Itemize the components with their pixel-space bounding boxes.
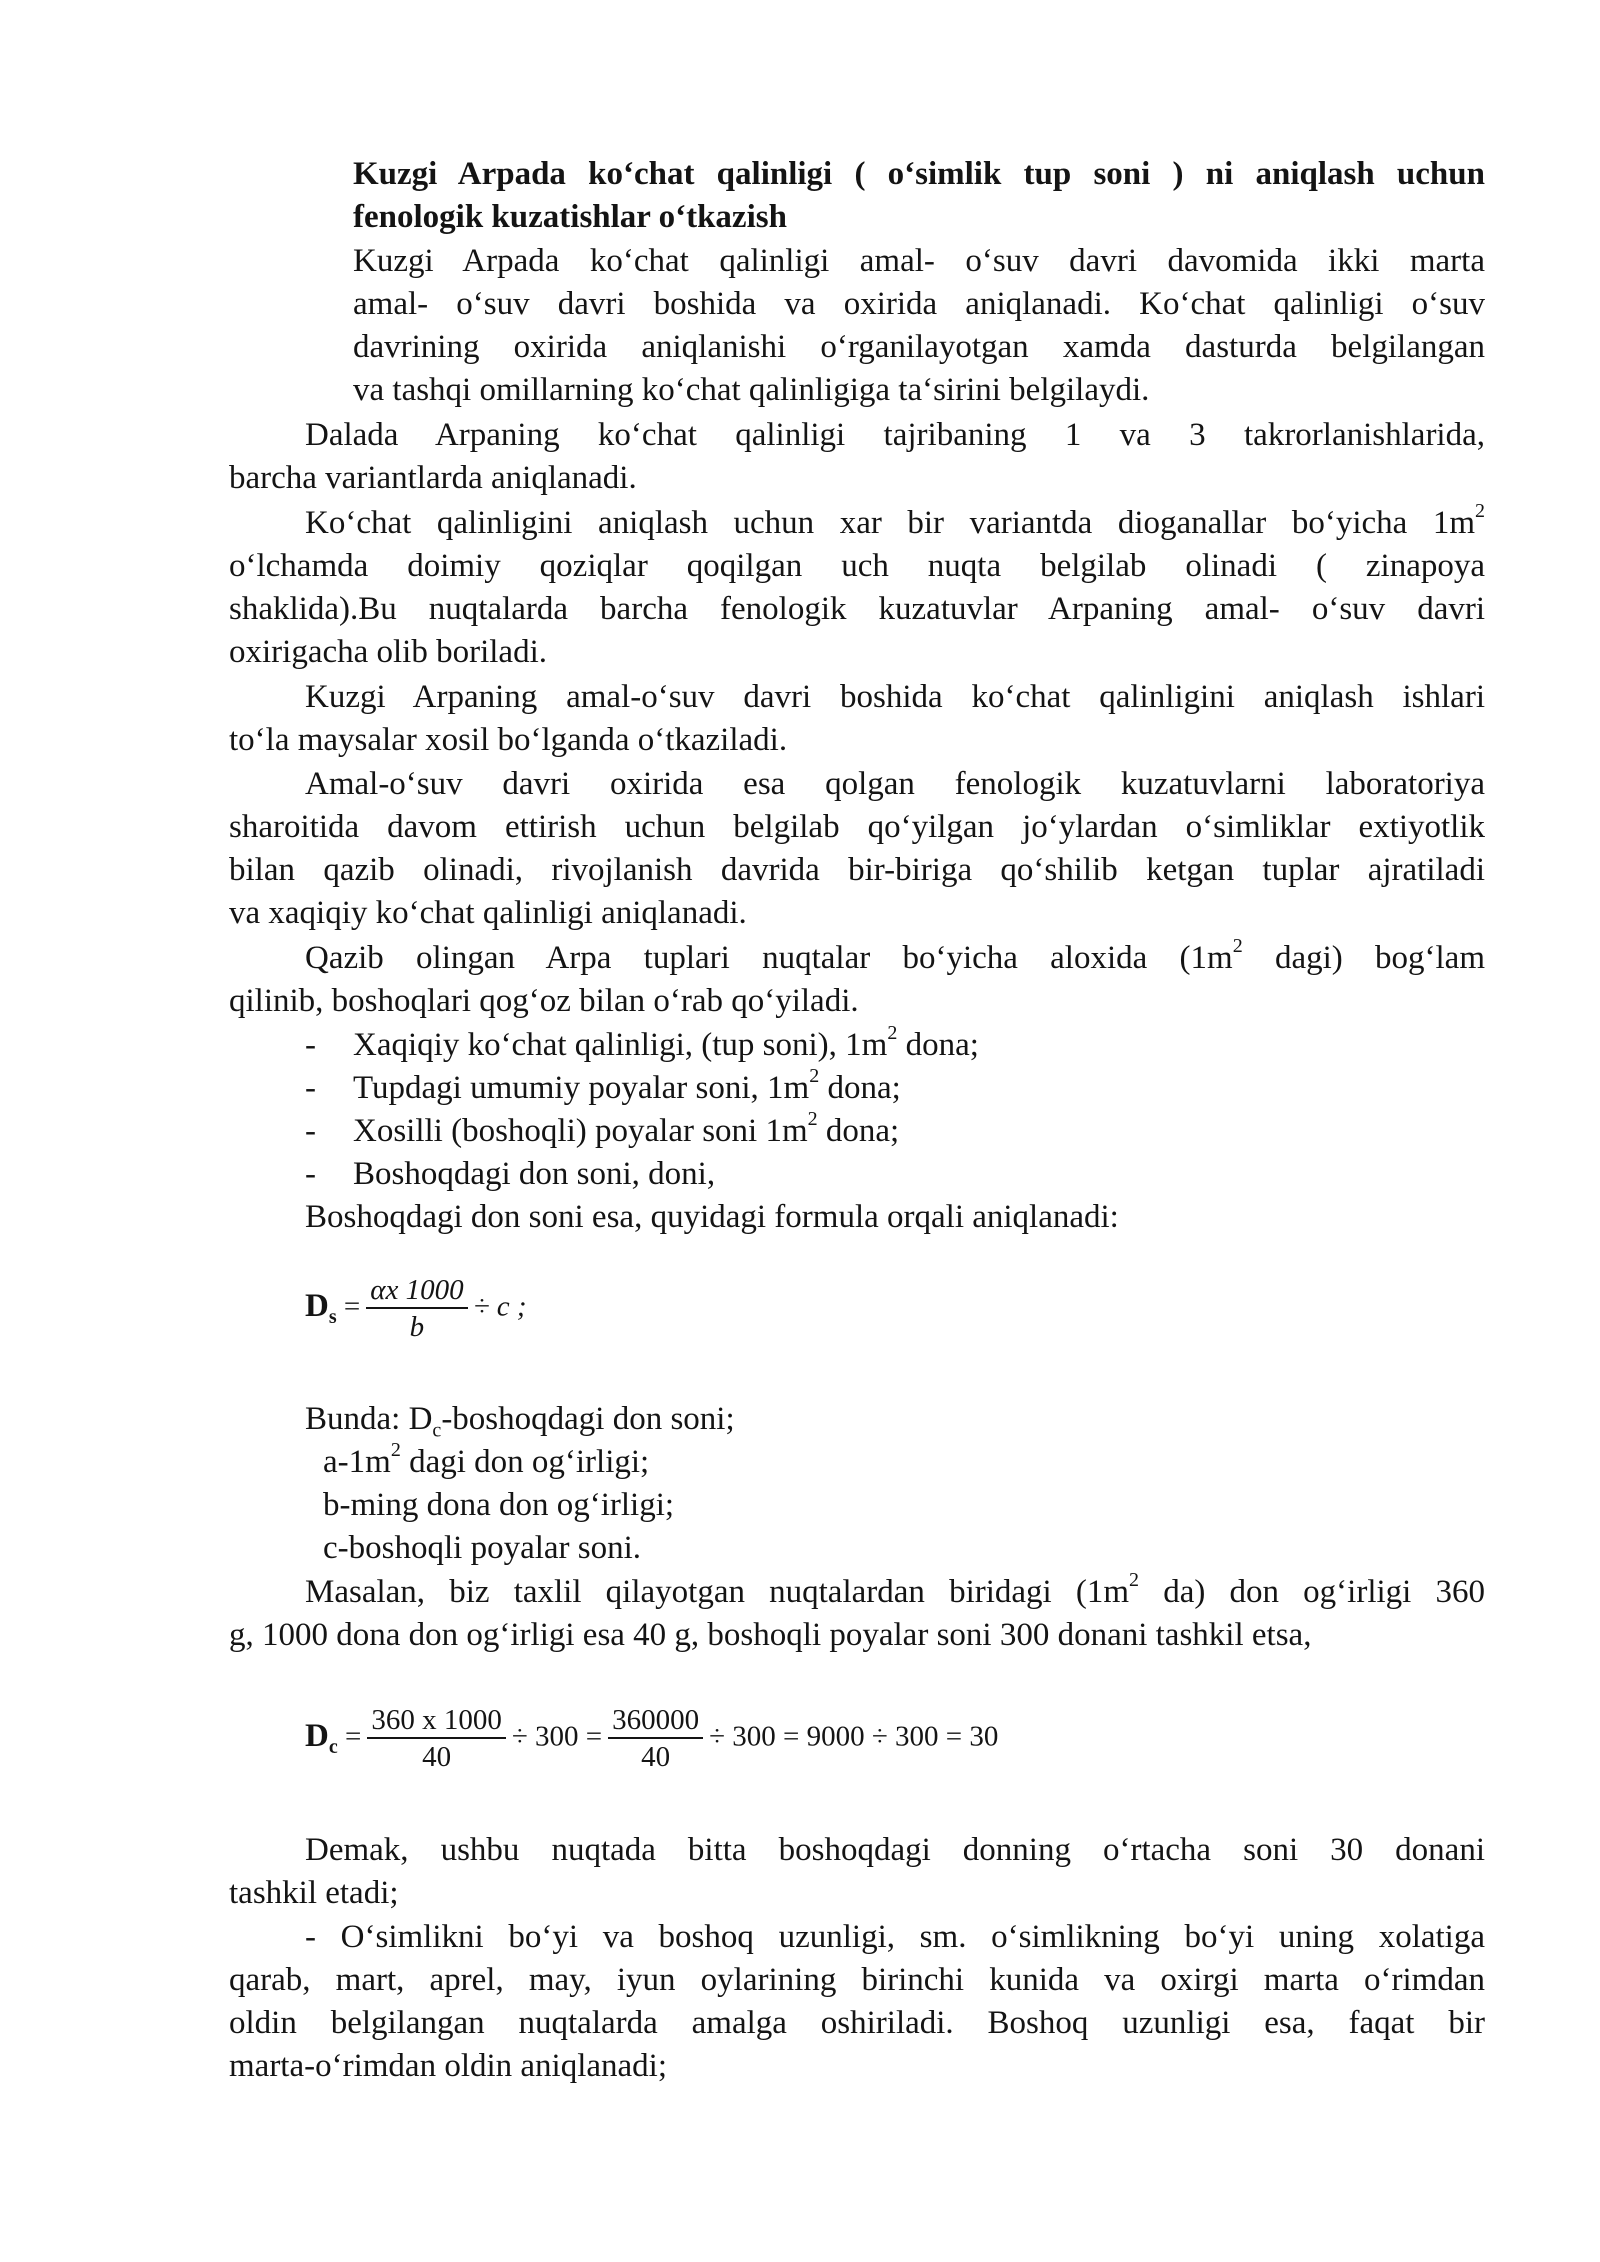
- list-item: - Boshoqdagi don soni, doni,: [305, 1156, 716, 1192]
- list-item: - Xaqiqiy ko‘chat qalinligi, (tup soni), $1m^2$ dona;: [305, 1022, 979, 1063]
- text-line: va xaqiqiy ko‘chat qalinligi aniqlanadi.: [229, 895, 747, 931]
- formula-fraction: [367, 1703, 506, 1775]
- formula-ds: [305, 1273, 527, 1345]
- text-line: sharoitida davom ettirish uchun belgilab qo‘yilgan jo‘ylardan o‘simliklar extiyotlik: [229, 809, 1485, 845]
- formula-result: ÷ 300 = 9000 ÷ 300 = 30: [709, 1720, 999, 1753]
- text-line: Kuzgi Arpada ko‘chat qalinligi amal- o‘suv davri davomida ikki marta: [353, 243, 1485, 279]
- paragraph: [229, 1916, 1485, 2088]
- formula-intro: Boshoqdagi don soni esa, quyidagi formula orqali aniqlanadi:: [305, 1199, 1119, 1235]
- text-line: Qazib olingan Arpa tuplari nuqtalar bo‘yicha aloxida ($1m^2$ dagi) bog‘lam: [305, 935, 1485, 976]
- fraction-denominator: b: [409, 1311, 425, 1343]
- formula-lhs: $D_s$: [305, 1287, 337, 1328]
- text-line: bilan qazib olinadi, rivojlanish davrida bir-biriga qo‘shilib ketgan tuplar ajratiladi: [229, 852, 1485, 888]
- formula-middle: ÷ 300 =: [511, 1720, 603, 1753]
- formula-dc: [305, 1703, 998, 1775]
- text-line: amal- o‘suv davri boshida va oxirida aniqlanadi. Ko‘chat qalinligi o‘suv: [353, 286, 1485, 322]
- intro-paragraph: [353, 240, 1485, 412]
- fraction-denominator: 40: [641, 1741, 671, 1773]
- text-line: to‘la maysalar xosil bo‘lganda o‘tkaziladi.: [229, 722, 788, 758]
- paragraph: [229, 676, 1485, 762]
- legend-line: Bunda: $D_c$-boshoqdagi don soni;: [305, 1401, 735, 1442]
- list-item: - Xosilli (boshoqli) poyalar soni $1m^2$ dona;: [305, 1108, 900, 1149]
- legend-line: c-boshoqli poyalar soni.: [323, 1530, 642, 1566]
- list-item: - Tupdagi umumiy poyalar soni, $1m^2$ dona;: [305, 1065, 901, 1106]
- fraction-numerator: 360 x 1000: [367, 1703, 506, 1739]
- text-line: davrining oxirida aniqlanishi o‘rganilayotgan xamda dasturda belgilangan: [353, 329, 1485, 365]
- equals-sign: =: [343, 1290, 361, 1323]
- text-line: qilinib, boshoqlari qog‘oz bilan o‘rab qo‘yiladi.: [229, 983, 859, 1019]
- text-line: Amal-o‘suv davri oxirida esa qolgan fenologik kuzatuvlarni laboratoriya: [305, 766, 1485, 802]
- text-line: barcha variantlarda aniqlanadi.: [229, 460, 637, 496]
- legend-line: $a-1m^2$ dagi don og‘irligi;: [323, 1439, 650, 1480]
- text-line: o‘lchamda doimiy qoziqlar qoqilgan uch nuqta belgilab olinadi ( zinapoya: [229, 548, 1485, 584]
- text-line: marta-o‘rimdan oldin aniqlanadi;: [229, 2048, 668, 2084]
- fraction-numerator: 360000: [608, 1703, 703, 1739]
- paragraph: [229, 502, 1485, 674]
- text-line: Dalada Arpaning ko‘chat qalinligi tajribaning 1 va 3 takrorlanishlarida,: [305, 417, 1485, 453]
- text-line: oldin belgilangan nuqtalarda amalga oshiriladi. Boshoq uzunligi esa, faqat bir: [229, 2005, 1485, 2041]
- legend-line: b-ming dona don og‘irligi;: [323, 1487, 675, 1523]
- formula-fraction: [366, 1273, 467, 1345]
- formula-lhs: $D_c$: [305, 1717, 338, 1758]
- text-line: - O‘simlikni bo‘yi va boshoq uzunligi, sm. o‘simlikning bo‘yi uning xolatiga: [305, 1919, 1485, 1955]
- section-heading: [353, 153, 1485, 239]
- text-line: qarab, mart, aprel, may, iyun oylarining birinchi kunida va oxirgi marta o‘rimdan: [229, 1962, 1485, 1998]
- fraction-numerator: αx 1000: [366, 1273, 467, 1309]
- heading-line: fenologik kuzatishlar o‘tkazish: [353, 199, 787, 235]
- text-line: Demak, ushbu nuqtada bitta boshoqdagi donning o‘rtacha soni 30 donani: [305, 1832, 1485, 1868]
- text-line: va tashqi omillarning ko‘chat qalinligiga ta‘sirini belgilaydi.: [353, 372, 1150, 408]
- formula-rest: ÷ c ;: [473, 1290, 527, 1323]
- text-line: shaklida).Bu nuqtalarda barcha fenologik kuzatuvlar Arpaning amal- o‘suv davri: [229, 591, 1485, 627]
- fraction-denominator: 40: [422, 1741, 452, 1773]
- paragraph: [229, 937, 1485, 1023]
- text-line: oxirigacha olib boriladi.: [229, 634, 547, 670]
- text-line: Masalan, biz taxlil qilayotgan nuqtalardan biridagi ($1m^2$ da) don og‘irligi 360: [305, 1569, 1485, 1610]
- text-line: tashkil etadi;: [229, 1875, 399, 1911]
- text-line: Kuzgi Arpaning amal-o‘suv davri boshida ko‘chat qalinligini aniqlash ishlari: [305, 679, 1485, 715]
- paragraph: [229, 763, 1485, 935]
- paragraph: [229, 414, 1485, 500]
- heading-line: Kuzgi Arpada ko‘chat qalinligi ( o‘simlik tup soni ) ni aniqlash uchun: [353, 156, 1485, 192]
- paragraph: [229, 1829, 1485, 1915]
- text-line: Ko‘chat qalinligini aniqlash uchun xar bir variantda dioganallar bo‘yicha $1m^2$: [305, 500, 1485, 541]
- text-line: g, 1000 dona don og‘irligi esa 40 g, boshoqli poyalar soni 300 donani tashkil etsa,: [229, 1617, 1312, 1653]
- formula-fraction: [608, 1703, 703, 1775]
- paragraph: [229, 1571, 1485, 1657]
- equals-sign: =: [344, 1720, 362, 1753]
